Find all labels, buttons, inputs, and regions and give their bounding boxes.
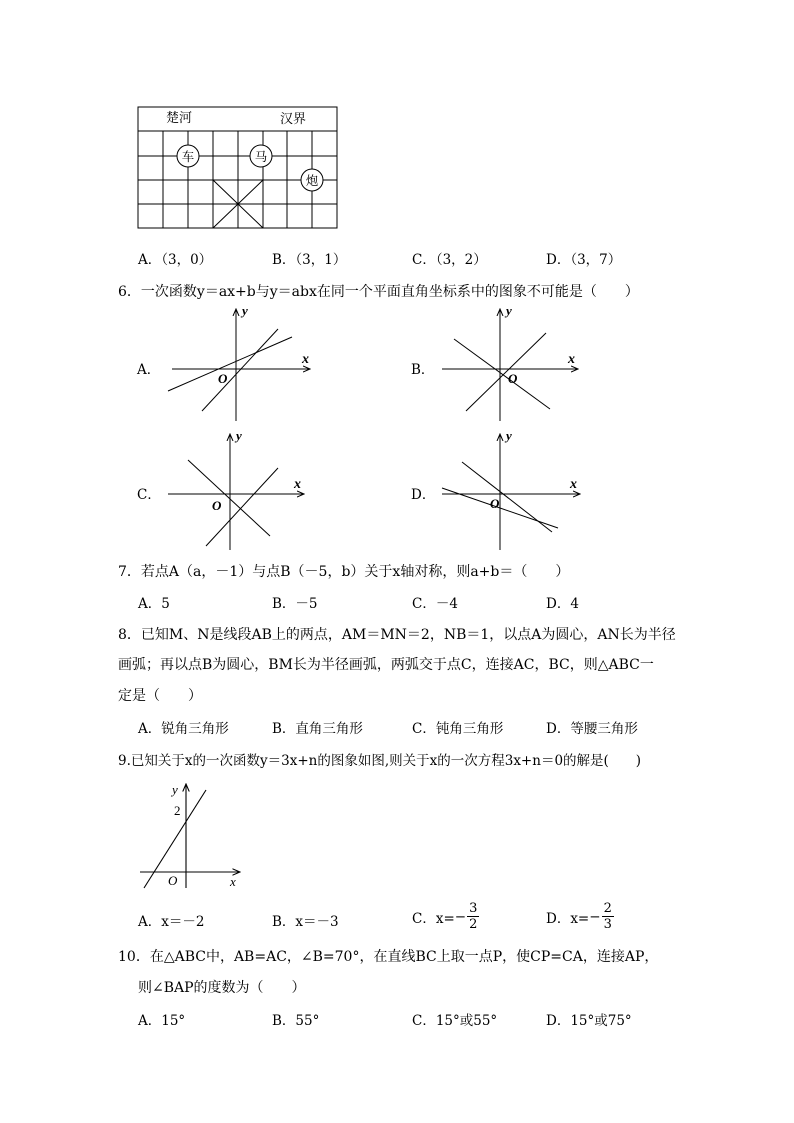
line-1	[454, 339, 550, 409]
svg-text:O: O	[218, 371, 228, 386]
line-1	[168, 337, 292, 391]
svg-text:y: y	[236, 428, 242, 443]
fraction: $\frac{2}{3}$	[603, 901, 612, 932]
line-1	[188, 460, 270, 536]
q6-graph-d[interactable]	[434, 428, 594, 553]
q10-option-d[interactable]: D．15°或75°	[546, 1013, 632, 1029]
q9-option-c[interactable]: C．x= − $\frac{3}{2}$	[412, 901, 478, 932]
svg-text:O: O	[490, 496, 500, 511]
svg-text:x: x	[230, 874, 236, 889]
svg-text:x: x	[570, 477, 577, 492]
q5-option-d[interactable]: D．（3，7）	[546, 252, 622, 268]
q9-option-b[interactable]: B．x＝－3	[272, 914, 339, 930]
q7-option-a[interactable]: A．5	[138, 596, 170, 612]
q10-option-c[interactable]: C．15°或55°	[412, 1013, 498, 1029]
q7-option-c[interactable]: C．－4	[412, 596, 458, 612]
piece-ma	[250, 145, 272, 167]
svg-text:y: y	[242, 303, 248, 318]
svg-text:车: 车	[181, 150, 195, 164]
piece-che	[177, 145, 199, 167]
q7-stem: 7．若点A（a，－1）与点B（－5，b）关于x轴对称，则a+b＝（ ）	[118, 564, 570, 580]
q9-option-d[interactable]: D．x= − $\frac{2}{3}$	[546, 901, 612, 932]
q9-stem: 9.已知关于x的一次函数y＝3x+n的图象如图,则关于x的一次方程3x+n＝0的解是( )	[118, 753, 642, 769]
q5-option-a[interactable]: A．（3，0）	[138, 252, 213, 268]
svg-text:x: x	[568, 352, 575, 367]
q8-stem-line1: 8．已知M、N是线段AB上的两点，AM＝MN＝2，NB＝1，以点A为圆心，AN长为半径	[118, 627, 676, 643]
q8-option-a[interactable]: A．锐角三角形	[138, 721, 229, 737]
svg-text:x: x	[302, 352, 309, 367]
q6-graph-a[interactable]	[160, 303, 320, 423]
q8-option-d[interactable]: D．等腰三角形	[546, 721, 638, 737]
q10-option-a[interactable]: A．15°	[138, 1013, 186, 1029]
q6-option-b-label[interactable]: B．	[411, 362, 435, 378]
chess-board-figure	[130, 100, 345, 235]
svg-text:炮: 炮	[305, 174, 319, 188]
piece-pao	[301, 169, 323, 191]
line-2	[466, 333, 546, 411]
svg-text:y: y	[172, 782, 178, 797]
board-label-left: 楚河	[166, 110, 193, 125]
svg-text:x: x	[294, 477, 301, 492]
q6-option-a-label[interactable]: A．	[137, 362, 161, 378]
svg-text:2: 2	[174, 803, 181, 818]
q7-option-b[interactable]: B．－5	[272, 596, 318, 612]
line-2	[202, 329, 278, 411]
q8-stem-line2: 画弧；再以点B为圆心，BM长为半径画弧，两弧交于点C，连接AC，BC，则△ABC一	[118, 657, 654, 673]
svg-text:O: O	[168, 873, 178, 888]
q8-option-c[interactable]: C．钝角三角形	[412, 721, 504, 737]
board-label-right: 汉界	[280, 111, 307, 126]
q6-graph-c[interactable]	[160, 428, 320, 553]
q8-option-b[interactable]: B．直角三角形	[272, 721, 363, 737]
svg-text:y: y	[506, 303, 512, 318]
q8-stem-line3: 定是（ ）	[118, 688, 202, 704]
q10-stem-line2: 则∠BAP的度数为（ ）	[138, 980, 306, 996]
q6-graph-b[interactable]	[434, 303, 594, 423]
svg-text:y: y	[506, 428, 512, 443]
q6-stem: 6．一次函数y＝ax+b与y＝abx在同一个平面直角坐标系中的图象不可能是（ ）	[118, 284, 639, 300]
q5-option-b[interactable]: B．（3，1）	[272, 252, 347, 268]
fraction: $\frac{3}{2}$	[469, 901, 478, 932]
q7-option-d[interactable]: D．4	[546, 596, 579, 612]
svg-text:O: O	[508, 371, 518, 386]
q5-option-c[interactable]: C．（3，2）	[412, 252, 487, 268]
q10-option-b[interactable]: B．55°	[272, 1013, 320, 1029]
svg-text:O: O	[212, 498, 222, 513]
q6-option-d-label[interactable]: D．	[411, 487, 436, 503]
q10-stem-line1: 10．在△ABC中，AB=AC，∠B=70°，在直线BC上取一点P，使CP=CA，连接AP，	[118, 949, 659, 965]
q9-option-a[interactable]: A．x＝－2	[138, 914, 205, 930]
q6-option-c-label[interactable]: C．	[137, 487, 161, 503]
svg-text:马: 马	[254, 150, 268, 164]
q9-graph	[134, 776, 254, 894]
